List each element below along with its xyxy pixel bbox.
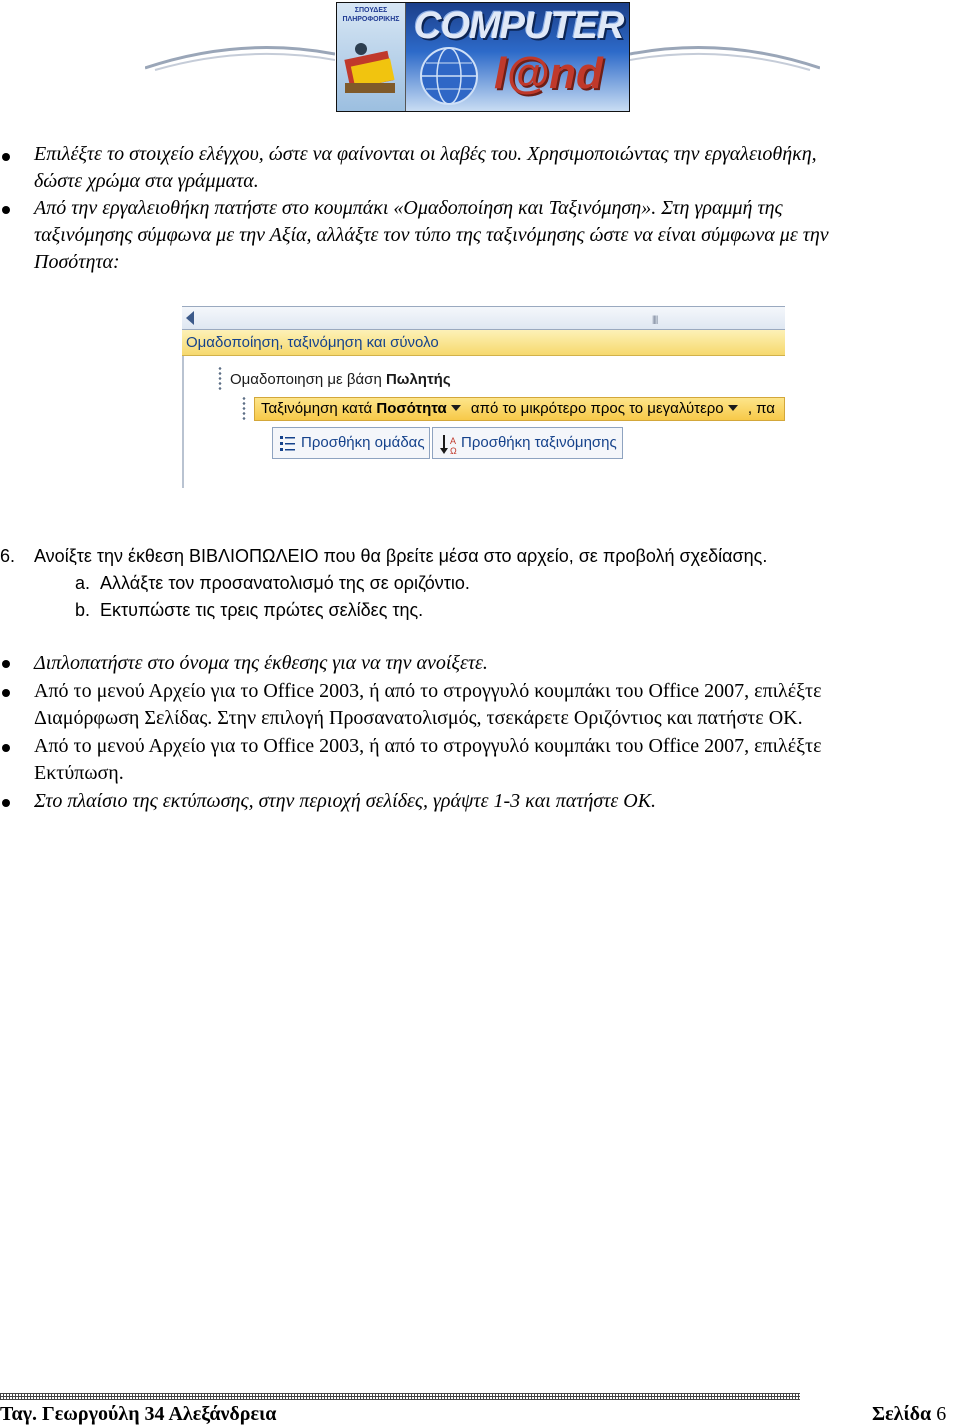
pane-border — [182, 356, 184, 488]
logo-main-panel — [406, 3, 629, 111]
add-sort-label: Προσθήκη ταξινόμησης — [461, 434, 617, 451]
add-group-label: Προσθήκη ομάδας — [301, 434, 425, 451]
bullet-icon — [2, 689, 10, 697]
sort-field-dropdown[interactable]: Ποσότητα — [376, 400, 447, 417]
bullet-5-line-1: Από το μενού Αρχείο για το Office 2003, ή από το στρογγυλό κουμπάκι του Office 2007, επιλέξτε — [34, 735, 822, 757]
bullet-icon — [2, 206, 10, 214]
footer-page-number: 6 — [936, 1403, 947, 1425]
group-by-row — [230, 368, 451, 392]
sort-order-dropdown[interactable]: από το μικρότερο προς το μεγαλύτερο — [470, 400, 724, 417]
more-options[interactable]: , πα — [747, 400, 775, 417]
scroll-left-icon[interactable] — [186, 311, 194, 325]
bullet-4-line-1: Από το μενού Αρχείο για το Office 2003, ή από το στρογγυλό κουμπάκι του Office 2007, επιλέξτε — [34, 680, 822, 702]
footer-page — [872, 1402, 946, 1426]
logo-box — [336, 2, 630, 112]
pane-scrollbar[interactable] — [182, 306, 785, 330]
bullet-3-line-1: Διπλοπατήστε στο όνομα της έκθεσης για να την ανοίξετε. — [34, 652, 488, 674]
pane-title: Ομαδοποίηση, ταξινόμηση και σύνολο — [182, 330, 785, 356]
bullet-6-line-1: Στο πλαίσιο της εκτύπωσης, στην περιοχή σελίδες, γράψτε 1-3 και πατήστε ΟΚ. — [34, 790, 657, 812]
books-icon — [339, 35, 403, 105]
chevron-down-icon[interactable] — [451, 405, 461, 411]
bullet-icon — [2, 744, 10, 752]
logo-side-text: ΣΠΟΥΔΕΣ ΠΛΗΡΟΦΟΡΙΚΗΣ — [342, 7, 400, 23]
logo-side-panel — [337, 3, 406, 111]
add-group-icon — [279, 434, 297, 452]
logo-subtitle: l@nd — [494, 49, 603, 98]
subtask-b-text: Εκτυπώστε τις τρεις πρώτες σελίδες της. — [100, 600, 424, 620]
footer-page-label: Σελίδα — [872, 1403, 932, 1425]
sort-by-label: Ταξινόμηση κατά — [261, 400, 373, 417]
logo-title: COMPUTER — [414, 5, 624, 47]
chevron-down-icon[interactable] — [728, 405, 738, 411]
add-sort-button[interactable] — [432, 427, 623, 459]
left-swoosh-decoration — [145, 42, 335, 72]
drag-handle-icon[interactable] — [218, 366, 222, 392]
footer-address: Ταγ. Γεωργούλη 34 Αλεξάνδρεια — [0, 1403, 277, 1425]
svg-text:Ω: Ω — [450, 446, 457, 456]
scroll-grip-icon[interactable]: |||| — [652, 314, 658, 324]
footer-divider — [0, 1393, 800, 1400]
bullet-2-line-1: Από την εργαλειοθήκη πατήστε στο κουμπάκι «Ομαδοποίηση και Ταξινόμηση». Στη γραμμή της — [34, 197, 783, 219]
bullet-1-line-2: δώστε χρώμα στα γράμματα. — [34, 170, 259, 192]
grouping-sorting-pane-screenshot — [180, 300, 785, 490]
sort-by-row[interactable] — [254, 397, 785, 421]
bullet-5-line-2: Εκτύπωση. — [34, 762, 124, 784]
svg-text:A: A — [450, 436, 457, 446]
bullet-icon — [2, 153, 10, 161]
task-number: 6. — [0, 546, 16, 566]
drag-handle-icon[interactable] — [242, 396, 246, 422]
task-text: Ανοίξτε την έκθεση ΒΙΒΛΙΟΠΩΛΕΙΟ που θα βρείτε μέσα στο αρχείο, σε προβολή σχεδίασης. — [34, 546, 768, 566]
group-by-label: Ομαδοποιηση με βάση — [230, 371, 382, 388]
subtask-a-label: a. — [75, 573, 91, 593]
bullet-2-line-2: ταξινόμησης σύμφωνα με την Αξία, αλλάξτε τον τύπο της ταξινόμησης ώστε να είναι σύμφωνα με την — [34, 224, 829, 246]
add-group-button[interactable] — [272, 427, 430, 459]
group-by-field[interactable]: Πωλητής — [385, 371, 451, 388]
header-logo — [0, 0, 960, 118]
bullet-icon — [2, 799, 10, 807]
subtask-a-text: Αλλάξτε τον προσανατολισμό της σε οριζόντιο. — [100, 573, 470, 593]
sort-arrow-icon — [439, 434, 459, 456]
bullet-icon — [2, 660, 10, 668]
bullet-2-line-3: Ποσότητα: — [34, 251, 120, 273]
subtask-b-label: b. — [75, 600, 91, 620]
globe-icon — [414, 41, 484, 111]
bullet-4-line-2: Διαμόρφωση Σελίδας. Στην επιλογή Προσανατολισμός, τσεκάρετε Οριζόντιος και πατήστε ΟΚ. — [34, 707, 803, 729]
bullet-1-line-1: Επιλέξτε το στοιχείο ελέγχου, ώστε να φαίνονται οι λαβές του. Χρησιμοποιώντας την εργαλειοθήκη, — [34, 143, 817, 165]
right-swoosh-decoration — [630, 42, 820, 72]
